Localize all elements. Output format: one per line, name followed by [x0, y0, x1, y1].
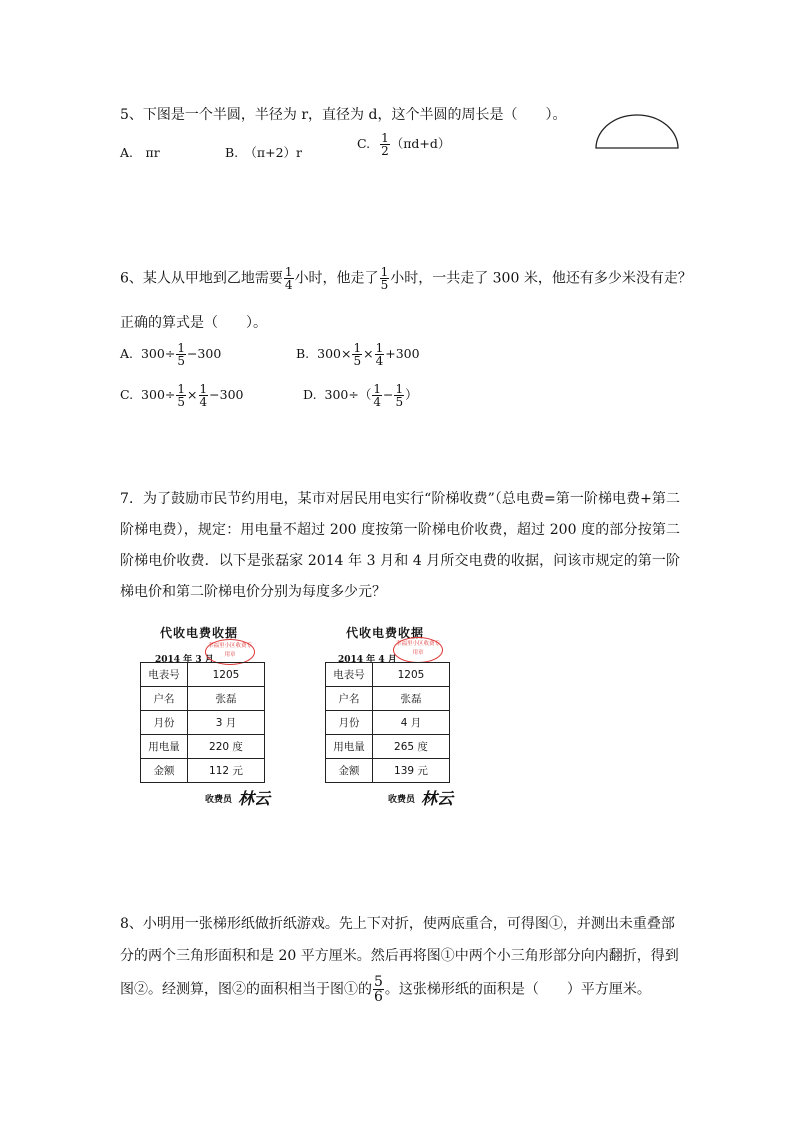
q6-option-b: B. 300× $\frac{1}{5}$ × $\frac{1}{4}$ +300	[296, 341, 420, 368]
q8-stem-line3: 图②。经测算，图②的面积相当于图①的 $\frac{5}{6}$ 。这张梯形纸的面积是（ ）平方厘米。	[120, 974, 651, 1005]
receipt-1-date: 2014 年 3 月	[155, 655, 214, 665]
table-row: 电表号 1205	[326, 663, 450, 687]
semicircle-figure	[592, 108, 682, 154]
table-row: 户名 张磊	[326, 687, 450, 711]
q5-option-b: B. （π+2）r	[225, 145, 303, 160]
q6-stem-line1: 6、某人从甲地到乙地需要 $\frac{1}{4}$ 小时，他走了 $\frac{1}{5}$ 小时，一共走了 300 米，他还有多少米没有走？	[120, 265, 692, 292]
q6-option-c: C. 300÷ $\frac{1}{5}$ × $\frac{1}{4}$ −300	[120, 382, 244, 409]
table-row: 户名 张磊	[141, 687, 265, 711]
table-row: 金额 112 元	[141, 759, 265, 783]
receipt-2-collector-label: 收费员	[388, 795, 416, 805]
q8-stem-line2: 分的两个三角形面积和是 20 平方厘米。然后再将图①中两个小三角形部分向内翻折，得到	[120, 948, 679, 964]
q7-stem: 7．为了鼓励市民节约用电，某市对居民用电实行“阶梯收费”（总电费=第一阶梯电费+第二阶梯电费），规定：用电量不超过 200 度按第一阶梯电价收费，超过 200 度的部分按第二阶梯电价收费．以下是张磊家 2014 年 3 月和 4 月所交电费的收据，问该市规定的第一阶梯电价和第二阶梯电价分别为每度多少元？	[120, 491, 680, 600]
receipt-1-title: 代收电费收据	[160, 626, 239, 640]
receipt-1-table	[140, 662, 265, 783]
receipt-2-signature: 林云	[421, 789, 454, 808]
table-row: 电表号 1205	[141, 663, 265, 687]
q5-option-a: A. πr	[120, 145, 160, 160]
receipt-1-collector-label: 收费员	[205, 795, 233, 805]
table-row: 金额 139 元	[326, 759, 450, 783]
receipt-2-title: 代收电费收据	[346, 626, 425, 640]
table-row: 月份 4 月	[326, 711, 450, 735]
q8-stem-line1: 8、小明用一张梯形纸做折纸游戏。先上下对折，使两底重合，可得图①，并测出未重叠部	[120, 916, 675, 932]
q5-stem: 5、下图是一个半圆，半径为 r，直径为 d，这个半圆的周长是（ ）。	[120, 107, 567, 123]
receipt-1-signature: 林云	[238, 789, 271, 808]
receipt-2-table	[325, 662, 450, 783]
receipt-1-stamp: 幸福里小区收费专用章	[205, 639, 255, 665]
q5-option-c: C. $\frac{1}{2}$ （πd+d）	[357, 131, 451, 158]
receipt-2-date: 2014 年 4 月	[338, 655, 397, 665]
table-row: 用电量 265 度	[326, 735, 450, 759]
table-row: 用电量 220 度	[141, 735, 265, 759]
table-row: 月份 3 月	[141, 711, 265, 735]
q6-stem-line2: 正确的算式是（ ）。	[120, 315, 267, 331]
q6-option-d: D. 300÷（ $\frac{1}{4}$ − $\frac{1}{5}$ ）	[303, 382, 418, 409]
q6-option-a: A. 300÷ $\frac{1}{5}$ −300	[120, 341, 222, 368]
receipt-2-stamp: 幸福里小区收费专用章	[393, 637, 443, 663]
